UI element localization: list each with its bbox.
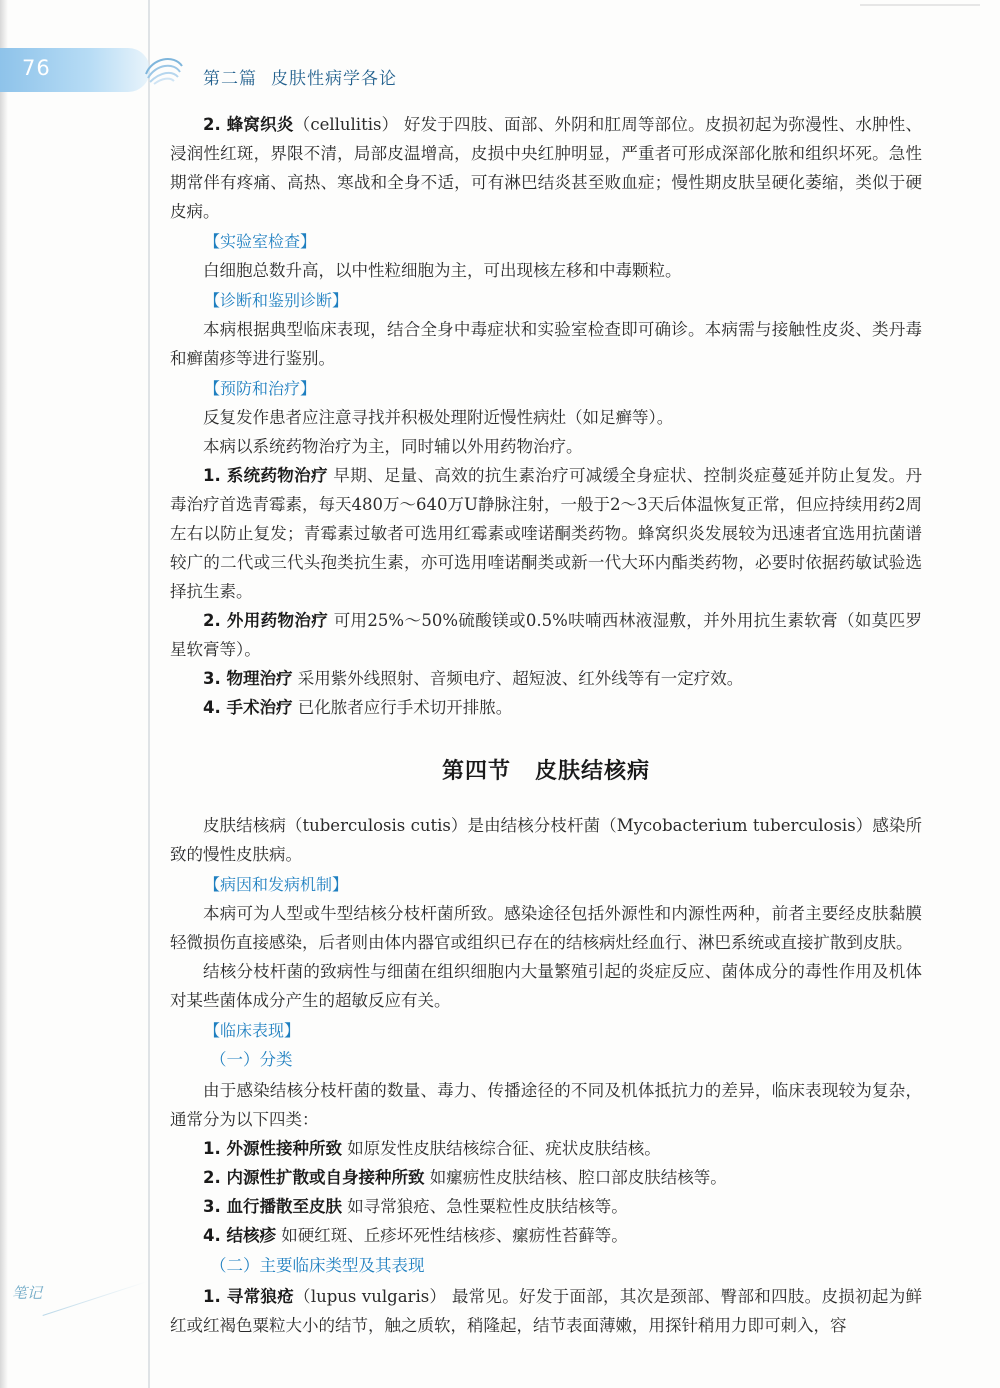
lupus-lead: 1. 寻常狼疮: [203, 1287, 295, 1306]
treatment-item: [170, 461, 922, 606]
page-shadow: [0, 0, 8, 1388]
lab-text: 白细胞总数升高，以中性粒细胞为主，可出现核左移和中毒颗粒。: [203, 261, 682, 280]
classification-item-text: 如硬红斑、丘疹坏死性结核疹、瘰疬性苔藓等。: [276, 1226, 628, 1245]
section-title: [170, 754, 922, 785]
section-number: 第四节: [441, 759, 511, 784]
prevention-heading: 【预防和治疗】: [204, 379, 317, 398]
swirl-logo-icon: [138, 44, 188, 94]
running-header: [203, 64, 397, 89]
classification-item: [170, 1134, 922, 1163]
classification-item-text: 如寻常狼疮、急性粟粒性皮肤结核等。: [342, 1197, 628, 1216]
classification-subheading: （一）分类: [210, 1050, 293, 1069]
classification-text: 由于感染结核分枝杆菌的数量、毒力、传播途径的不同及机体抵抗力的差异，临床表现较为复杂，通常分为以下四类：: [170, 1081, 922, 1129]
classification-item-text: 如瘰疬性皮肤结核、腔口部皮肤结核等。: [424, 1168, 727, 1187]
classification-item-text: 如原发性皮肤结核综合征、疣状皮肤结核。: [342, 1139, 661, 1158]
treatment-item-text: 可用25%～50%硫酸镁或0.5%呋喃西林液湿敷，并外用抗生素软膏（如莫匹罗星软膏等）。: [170, 611, 922, 659]
page-number: 76: [22, 56, 51, 80]
margin-notes-line: [43, 1281, 148, 1316]
classification-item-lead: 2. 内源性扩散或自身接种所致: [203, 1168, 425, 1187]
classification-item: [170, 1221, 922, 1250]
classification-item: [170, 1192, 922, 1221]
etiology-text-1: 本病可为人型或牛型结核分枝杆菌所致。感染途径包括外源性和内源性两种，前者主要经皮肤黏膜轻微损伤直接感染，后者则由体内器官或组织已存在的结核病灶经血行、淋巴系统或直接扩散到皮肤。: [170, 904, 922, 952]
cellulitis-paragraph: [170, 110, 922, 226]
lupus-paragraph: [170, 1282, 922, 1340]
clinical-types-subheading: （二）主要临床类型及其表现: [210, 1256, 425, 1275]
diagnosis-text: 本病根据典型临床表现，结合全身中毒症状和实验室检查即可确诊。本病需与接触性皮炎、类丹毒和癣菌疹等进行鉴别。: [170, 320, 922, 368]
treatment-item: [170, 606, 922, 664]
header-part: 第二篇: [203, 69, 257, 89]
classification-item: [170, 1163, 922, 1192]
treatment-item: [170, 664, 922, 693]
treatment-item-text: 已化脓者应行手术切开排脓。: [292, 698, 513, 717]
margin-rule: [148, 0, 150, 1388]
classification-item-lead: 1. 外源性接种所致: [203, 1139, 342, 1158]
treatment-item: [170, 693, 922, 722]
section-name: 皮肤结核病: [535, 759, 651, 784]
treatment-item-lead: 4. 手术治疗: [203, 698, 293, 717]
clinical-heading: 【临床表现】: [204, 1021, 301, 1040]
lupus-text: （lupus vulgaris） 最常见。好发于面部，其次是颈部、臀部和四肢。皮损初起为鲜红或红褐色粟粒大小的结节，触之质软，稍隆起，结节表面薄嫩，用探针稍用力即可刺入，容: [170, 1287, 922, 1335]
prevention-text-2: 本病以系统药物治疗为主，同时辅以外用药物治疗。: [203, 437, 583, 456]
classification-item-lead: 4. 结核疹: [203, 1226, 276, 1245]
top-rule: [860, 4, 980, 6]
etiology-heading: 【病因和发病机制】: [204, 875, 349, 894]
cellulitis-lead: 2. 蜂窝织炎: [203, 115, 294, 134]
treatment-item-lead: 3. 物理治疗: [203, 669, 293, 688]
treatment-item-lead: 1. 系统药物治疗: [203, 466, 328, 485]
section-intro: 皮肤结核病（tuberculosis cutis）是由结核分枝杆菌（Mycobacterium tuberculosis）感染所致的慢性皮肤病。: [170, 816, 922, 864]
diagnosis-heading: 【诊断和鉴别诊断】: [204, 291, 349, 310]
treatment-item-text: 早期、足量、高效的抗生素治疗可减缓全身症状、控制炎症蔓延并防止复发。丹毒治疗首选青霉素，每天480万～640万U静脉注射，一般于2～3天后体温恢复正常，但应持续用药2周左右以防止复发；青霉素过敏者可选用红霉素或喹诺酮类药物。蜂窝织炎发展较为迅速者宜选用抗菌谱较广的二代或三代头孢类抗生素，亦可选用喹诺酮类或新一代大环内酯类药物，必要时依据药敏试验选择抗生素。: [170, 466, 923, 601]
header-title: 皮肤性病学各论: [271, 69, 397, 89]
margin-notes-label: 笔记: [12, 1284, 43, 1302]
treatment-item-text: 采用紫外线照射、音频电疗、超短波、红外线等有一定疗效。: [292, 669, 744, 688]
cellulitis-text: （cellulitis） 好发于四肢、面部、外阴和肛周等部位。皮损初起为弥漫性、水肿性、浸润性红斑，界限不清，局部皮温增高，皮损中央红肿明显，严重者可形成深部化脓和组织坏死。急性期常伴有疼痛、高热、寒战和全身不适，可有淋巴结炎甚至败血症；慢性期皮肤呈硬化萎缩，类似于硬皮病。: [170, 115, 922, 221]
prevention-text-1: 反复发作患者应注意寻找并积极处理附近慢性病灶（如足癣等）。: [203, 408, 674, 427]
classification-item-lead: 3. 血行播散至皮肤: [203, 1197, 342, 1216]
treatment-item-lead: 2. 外用药物治疗: [203, 611, 329, 630]
lab-heading: 【实验室检查】: [204, 232, 317, 251]
etiology-text-2: 结核分枝杆菌的致病性与细菌在组织细胞内大量繁殖引起的炎症反应、菌体成分的毒性作用及机体对某些菌体成分产生的超敏反应有关。: [170, 962, 922, 1010]
page-body: [170, 110, 922, 1340]
